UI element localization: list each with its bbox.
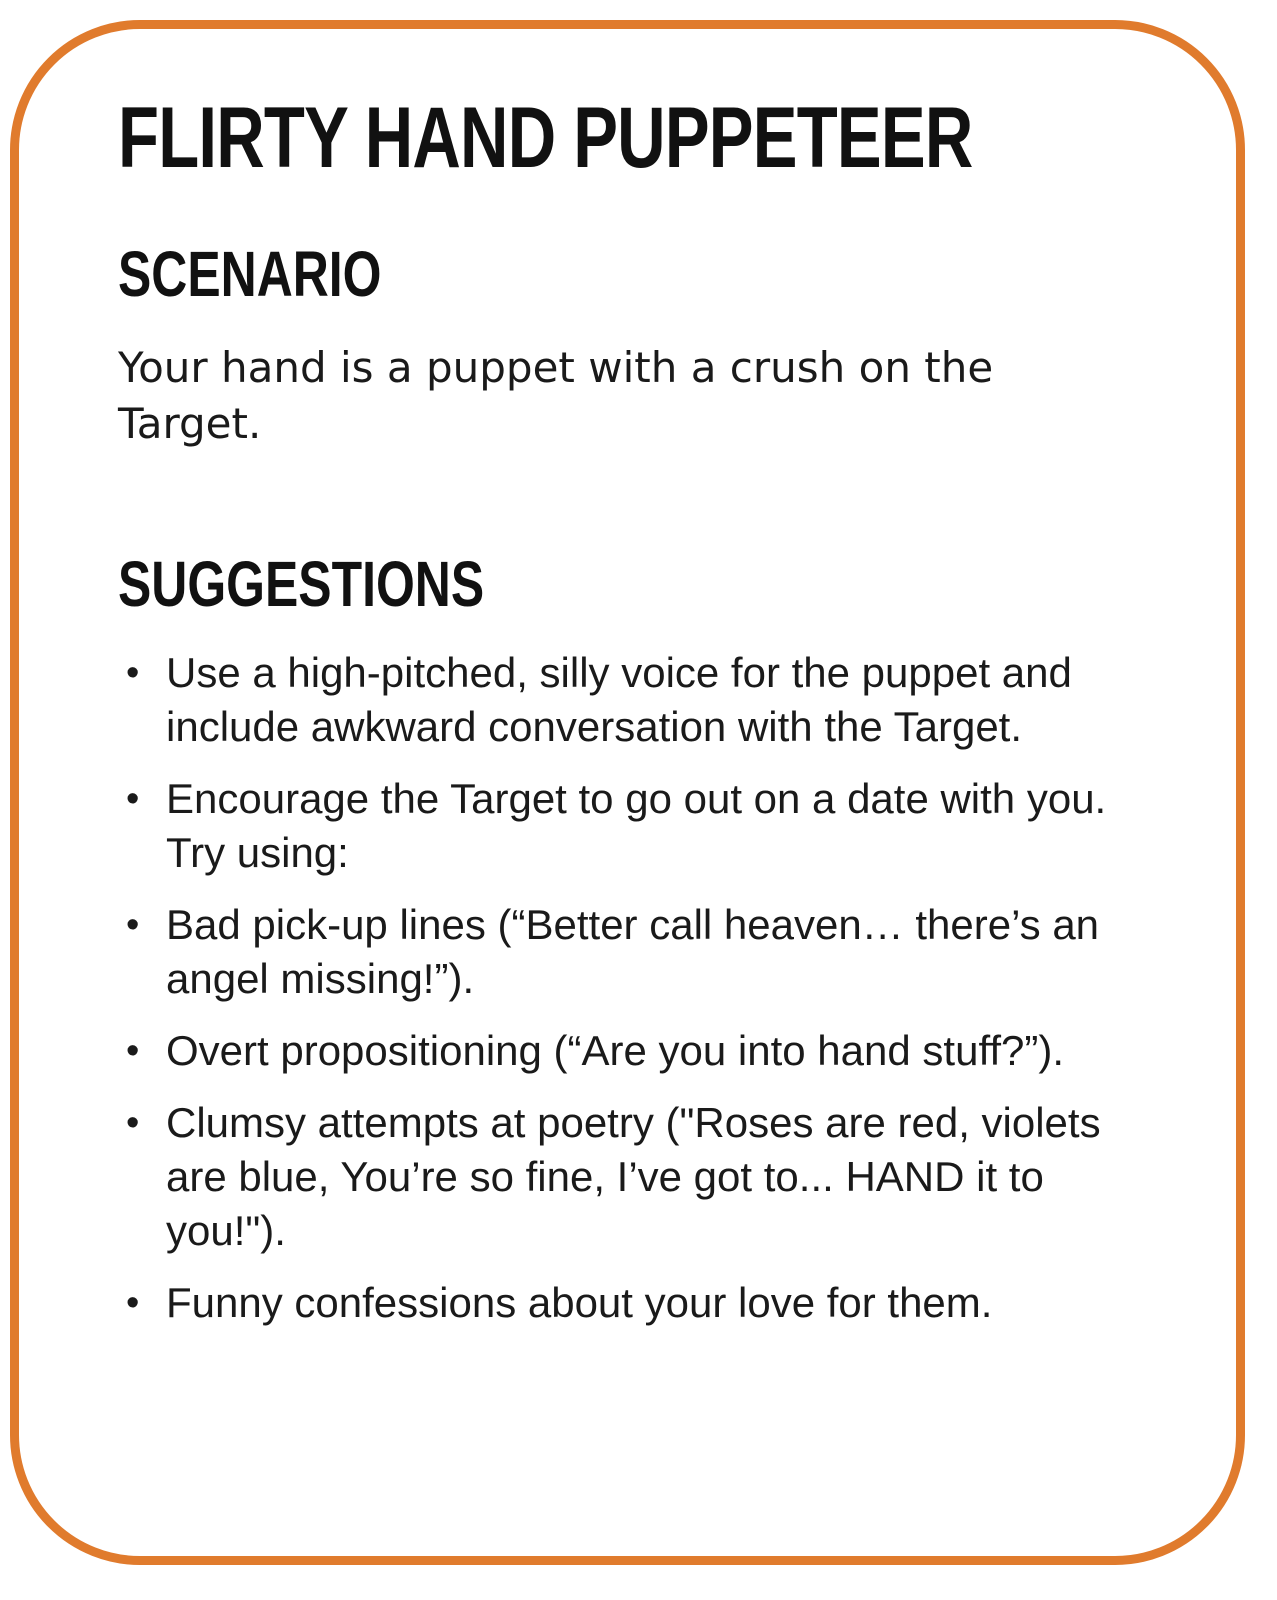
suggestion-text: Use a high-pitched, silly voice for the puppet and include awkward conversation with the Target. bbox=[166, 649, 1072, 750]
suggestion-text: Overt propositioning (“Are you into hand stuff?”). bbox=[166, 1027, 1065, 1074]
list-item bbox=[118, 772, 1128, 880]
bullet-icon: • bbox=[126, 1030, 140, 1072]
scenario-text: Your hand is a puppet with a crush on the Target. bbox=[118, 343, 994, 448]
bullet-icon: • bbox=[126, 904, 140, 946]
list-item bbox=[118, 1024, 1128, 1078]
suggestion-text: Clumsy attempts at poetry ("Roses are red, violets are blue, You’re so fine, I’ve got to... HAND it to you!"). bbox=[166, 1099, 1101, 1254]
bullet-icon: • bbox=[126, 1102, 140, 1144]
scenario-heading: SCENARIO bbox=[118, 238, 382, 310]
bullet-icon: • bbox=[126, 1282, 140, 1324]
card-title: FLIRTY HAND PUPPETEER bbox=[118, 90, 973, 186]
suggestion-text: Encourage the Target to go out on a date with you. Try using: bbox=[166, 775, 1107, 876]
suggestion-text: Funny confessions about your love for them. bbox=[166, 1279, 993, 1326]
suggestions-heading: SUGGESTIONS bbox=[118, 548, 485, 620]
list-item bbox=[118, 646, 1128, 754]
list-item bbox=[118, 898, 1128, 1006]
list-item bbox=[118, 1096, 1128, 1258]
suggestion-text: Bad pick-up lines (“Better call heaven… there’s an angel missing!”). bbox=[166, 901, 1100, 1002]
bullet-icon: • bbox=[126, 652, 140, 694]
list-item bbox=[118, 1276, 1128, 1330]
bullet-icon: • bbox=[126, 778, 140, 820]
suggestions-list bbox=[118, 646, 1128, 1348]
